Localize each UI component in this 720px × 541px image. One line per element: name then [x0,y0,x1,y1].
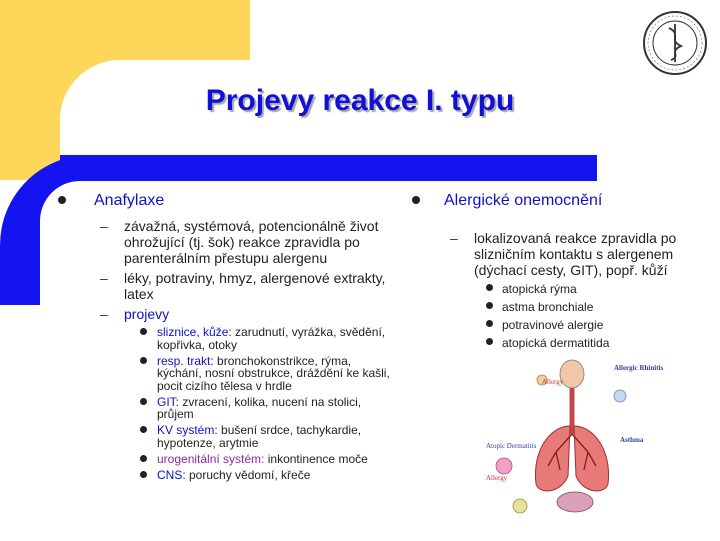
disease-item: atopická dermatitida [412,336,712,350]
bullet-icon [58,196,66,204]
symptom-item: urogenitální systém: inkontinence moče [58,453,398,466]
list-item: – projevy [100,306,170,322]
symptom-item: KV systém: bušení srdce, tachykardie, hypotenze, arytmie [58,424,398,449]
list-item: – lokalizovaná reakce zpravidla po slizničním kontaktu s alergenem (dýchací cesty, GIT), popř. kůží [450,230,677,278]
stomach-shape [557,492,593,512]
figure-label: Atopic Dermatitis [486,442,537,450]
symptom-item: resp. trakt: bronchokonstrikce, rýma, kýchání, nosní obstrukce, dráždění ke kašli, pocit cizího tělesa v hrdle [58,355,398,393]
bullet-icon [140,328,147,335]
decor-blue-bar [60,155,597,181]
dash-icon: – [100,306,108,322]
bullet-icon [486,320,493,327]
bullet-icon [486,338,493,345]
figure-label: Allergy [542,378,564,386]
figure-label: Allergic Rhinitis [614,364,664,372]
symptom-item: sliznice, kůže: zarudnutí, vyrážka, svědění, kopřivka, otoky [58,326,398,351]
symptom-item: CNS: poruchy vědomí, křeče [58,469,398,482]
bullet-icon [140,471,147,478]
disease-item: astma bronchiale [412,300,712,314]
bullet-icon [486,302,493,309]
skin-patch-shape [496,458,512,474]
bullet-icon [140,455,147,462]
heading-allergic-disease: Alergické onemocnění [412,192,712,210]
bullet-icon [140,398,147,405]
bullet-icon [140,357,147,364]
bullet-icon [486,284,493,291]
bullet-icon [412,196,420,204]
page-title: Projevy reakce I. typu [205,84,515,117]
list-item: – léky, potraviny, hmyz, alergenové extrakty, latex [100,270,386,302]
list-item: – závažná, systémová, potencionálně život ohrožující (tj. šok) reakce zpravidla po parenterálním přestupu alergenu [100,218,379,266]
left-column [58,192,398,485]
heading-anaphylaxis: Anafylaxe [58,192,398,210]
right-column [412,192,712,354]
dash-icon: – [100,218,108,234]
bullet-icon [140,426,147,433]
dash-icon: – [100,270,108,286]
skin-patch-shape [513,499,527,513]
university-seal-icon [640,8,710,78]
dash-icon: – [450,230,458,246]
symptom-item: GIT: zvracení, kolika, nucení na stolici, průjem [58,396,398,421]
allergen-shape [614,390,626,402]
disease-item: potravinové alergie [412,318,712,332]
allergy-anatomy-illustration [480,356,670,524]
figure-label: Asthma [620,436,644,444]
figure-label: Allergy [486,474,508,482]
disease-item: atopická rýma [412,282,712,296]
head-shape [560,360,584,388]
